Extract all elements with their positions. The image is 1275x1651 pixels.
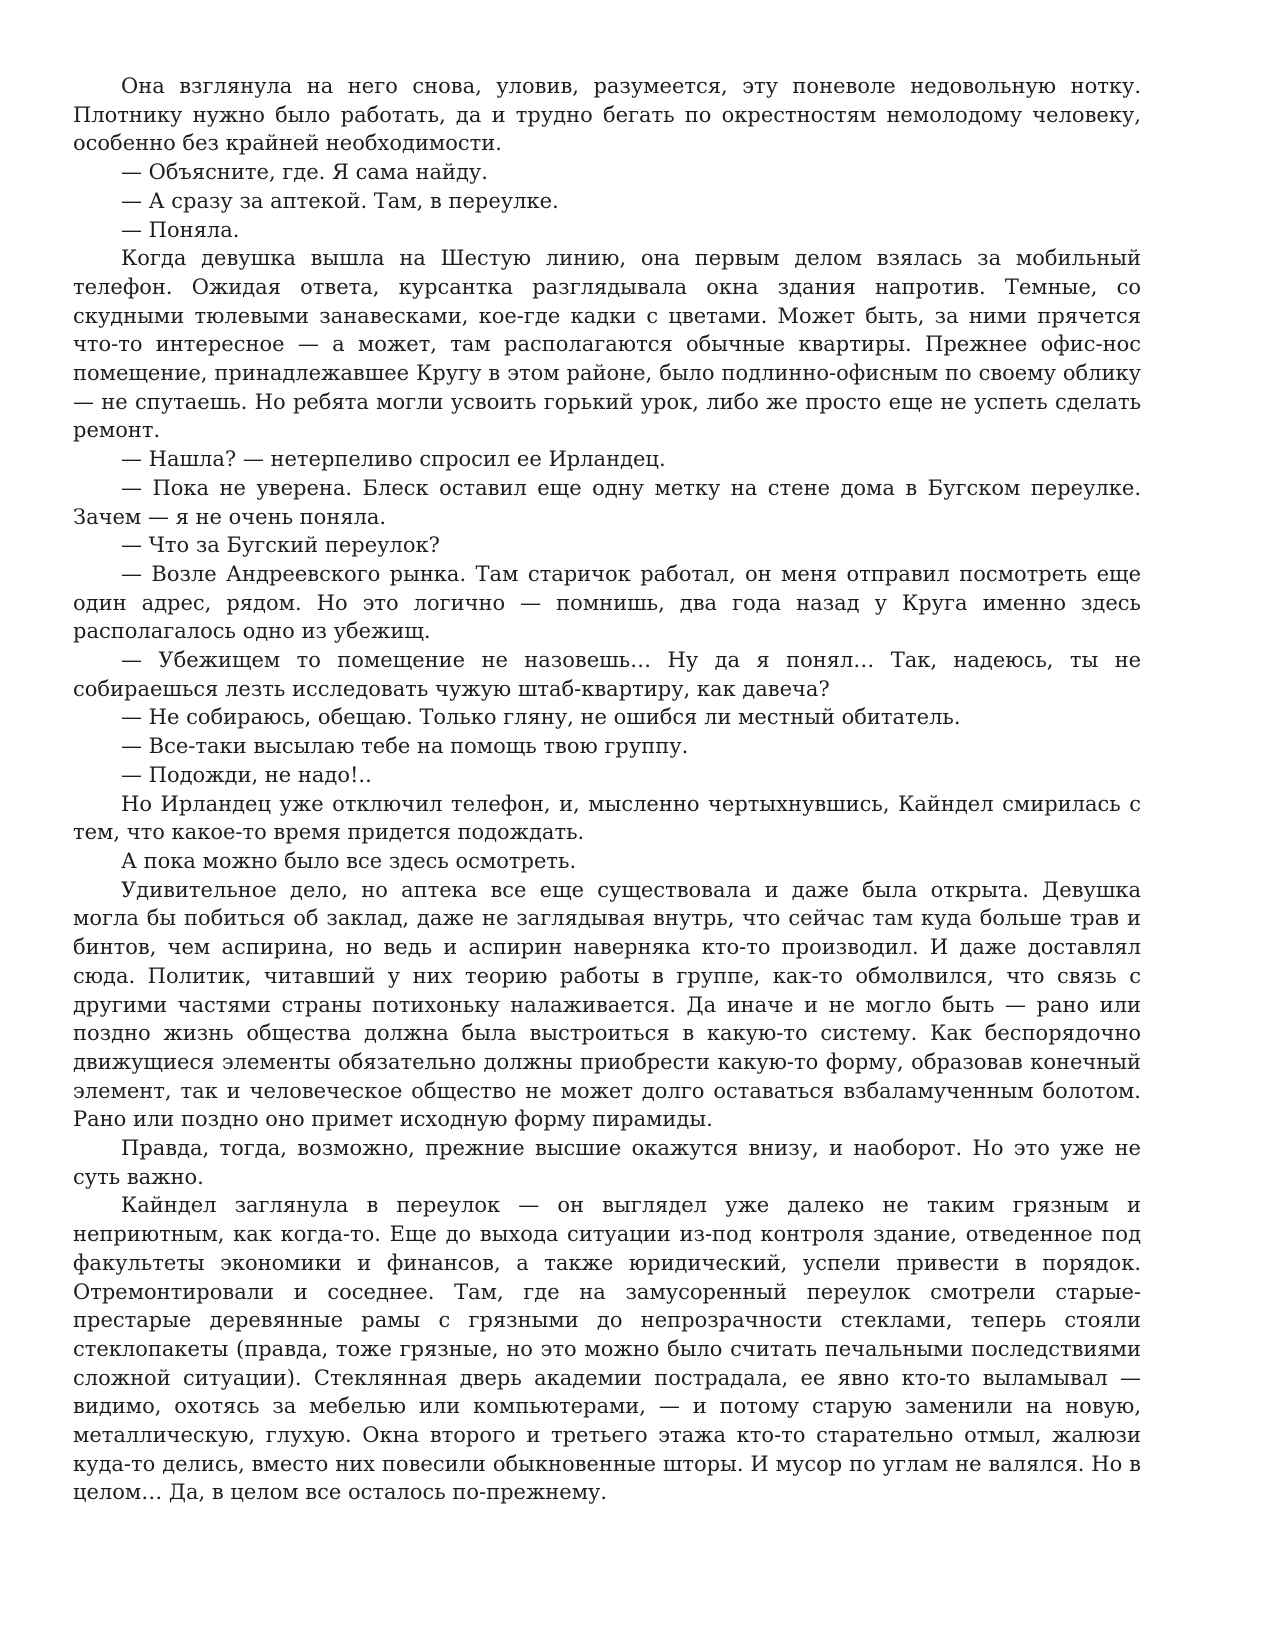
- paragraph-5: Когда девушка вышла на Шестую линию, она первым делом взялась за мобильный телефон. Ожидая ответа, курсантка разглядывала окна здания напротив. Темные, со скудными тюлевыми занавесками, кое-где кадки с цветами. Может быть, за ними прячется что-то интересное — а может, там располагаются обычные квартиры. Прежнее офис-нос помещение, принадлежавшее Кругу в этом районе, было подлинно-офисным по своему облику — не спутаешь. Но ребята могли усвоить горький урок, либо же просто еще не успеть сделать ремонт.: [73, 246, 1141, 443]
- paragraph-4: — Поняла.: [121, 217, 240, 242]
- paragraph-15: А пока можно было все здесь осмотреть.: [121, 848, 577, 873]
- paragraph-17: Правда, тогда, возможно, прежние высшие окажутся внизу, и наоборот. Но это уже не суть важно.: [73, 1136, 1141, 1189]
- paragraph-7: — Пока не уверена. Блеск оставил еще одну метку на стене дома в Бугском переулке. Зачем — я не очень поняла.: [73, 475, 1141, 529]
- paragraph-8: — Что за Бугский переулок?: [121, 533, 440, 558]
- paragraph-3: — А сразу за аптекой. Там, в переулке.: [121, 188, 559, 213]
- paragraph-2: — Объясните, где. Я сама найду.: [121, 160, 488, 185]
- paragraph-18: Кайндел заглянула в переулок — он выглядел уже далеко не таким грязным и неприютным, как когда-то. Еще до выхода ситуации из-под контроля здание, отведенное под факультеты экономики и финансов, а также юридический, успели привести в порядок. Отремонтировали и соседнее. Там, где на замусоренный переулок смотрели старые-престарые деревянные рамы с грязными до непрозрачности стеклами, теперь стояли стеклопакеты (правда, тоже грязные, но это можно было считать печальными последствиями сложной ситуации). Стеклянная дверь академии пострадала, ее явно кто-то выламывал — видимо, охотясь за мебелью или компьютерами, — и потому старую заменили на новую, металлическую, глухую. Окна второго и третьего этажа кто-то старательно отмыл, жалюзи куда-то делись, вместо них повесили обыкновенные шторы. И мусор по углам не валялся. Но в целом… Да, в целом все осталось по-прежнему.: [73, 1193, 1141, 1505]
- paragraph-9: — Возле Андреевского рынка. Там старичок работал, он меня отправил посмотреть еще один адрес, рядом. Но это логично — помнишь, два года назад у Круга именно здесь располагалось одно из убежищ.: [73, 561, 1141, 644]
- document-page: [73, 72, 1141, 1507]
- paragraph-12: — Все-таки высылаю тебе на помощь твою группу.: [121, 734, 689, 759]
- paragraph-14: Но Ирландец уже отключил телефон, и, мысленно чертыхнувшись, Кайндел смирилась с тем, что какое-то время придется подождать.: [73, 791, 1141, 845]
- paragraph-11: — Не собираюсь, обещаю. Только гляну, не ошибся ли местный обитатель.: [121, 705, 961, 730]
- paragraph-10: — Убежищем то помещение не назовешь… Ну да я понял… Так, надеюсь, ты не собираешься лезть исследовать чужую штаб-квартиру, как давеча?: [73, 648, 1141, 701]
- paragraph-16: Удивительное дело, но аптека все еще существовала и даже была открыта. Девушка могла бы побиться об заклад, даже не заглядывая внутрь, что сейчас там куда больше трав и бинтов, чем аспирина, но ведь и аспирин наверняка кто-то производил. И даже доставлял сюда. Политик, читавший у них теорию работы в группе, как-то обмолвился, что связь с другими частями страны потихоньку налаживается. Да иначе и не могло быть — рано или поздно жизнь общества должна была выстроиться в какую-то систему. Как беспорядочно движущиеся элементы обязательно должны приобрести какую-то форму, образовав конечный элемент, так и человеческое общество не может долго оставаться взбаламученным болотом. Рано или поздно оно примет исходную форму пирамиды.: [73, 877, 1141, 1132]
- paragraph-6: — Нашла? — нетерпеливо спросил ее Ирландец.: [121, 447, 666, 472]
- paragraph-1: Она взглянула на него снова, уловив, разумеется, эту поневоле недовольную нотку. Плотнику нужно было работать, да и трудно бегать по окрестностям немолодому человеку, особенно без крайней необходимости.: [73, 74, 1141, 156]
- paragraph-13: — Подожди, не надо!..: [121, 762, 372, 787]
